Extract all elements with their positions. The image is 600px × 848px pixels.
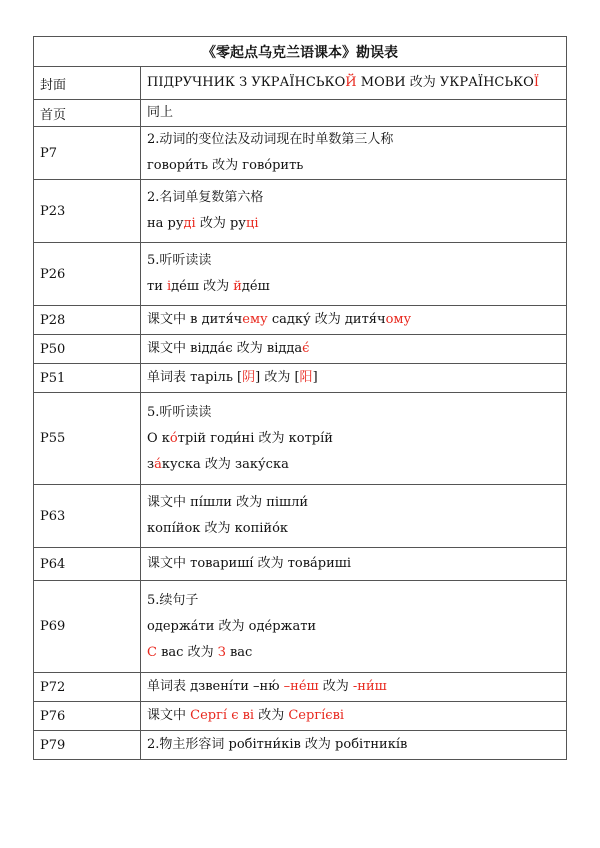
text-segment: ти <box>147 279 167 294</box>
row-content <box>141 548 567 581</box>
content-line <box>147 127 560 153</box>
content-line <box>147 274 560 300</box>
row-label: P26 <box>34 243 141 306</box>
text-segment: де́ш <box>241 279 270 294</box>
content-line <box>147 426 560 452</box>
row-label: 封面 <box>34 67 141 100</box>
content-line <box>147 551 560 577</box>
content-line <box>147 732 560 758</box>
text-segment: 课文中 в дитя́ч <box>147 312 243 327</box>
row-label: P28 <box>34 306 141 335</box>
correction-highlight: С <box>147 644 157 660</box>
content-line <box>147 614 560 640</box>
text-segment: О к <box>147 430 170 446</box>
text-segment: 同上 <box>147 105 174 120</box>
text-segment: 5.续句子 <box>147 592 199 608</box>
row-content <box>141 364 567 393</box>
table-row <box>34 548 567 581</box>
content-line <box>147 703 560 729</box>
text-segment: 课文中 пі́шли 改为 пішли́ <box>147 495 309 510</box>
table-row <box>34 180 567 243</box>
table-row <box>34 731 567 760</box>
table-row <box>34 67 567 100</box>
text-segment: куска 改为 заку́ска <box>161 456 289 472</box>
row-label: P76 <box>34 702 141 731</box>
correction-highlight: є́ <box>302 341 310 356</box>
content-line <box>147 490 560 516</box>
table-row <box>34 673 567 702</box>
text-segment: ПІДРУЧНИК З УКРАЇНСЬКО <box>147 75 346 90</box>
content-line <box>147 640 560 666</box>
content-line <box>147 100 560 126</box>
correction-highlight: –не́ш <box>283 679 319 694</box>
correction-highlight: ему <box>242 312 268 327</box>
correction-highlight: Ї <box>533 75 539 90</box>
table-row <box>34 100 567 127</box>
content-line <box>147 211 560 237</box>
content-line <box>147 400 560 426</box>
correction-highlight: 阴 <box>242 370 256 385</box>
correction-highlight: й <box>233 279 242 294</box>
row-label: 首页 <box>34 100 141 127</box>
row-label: P69 <box>34 581 141 673</box>
content-line <box>147 185 560 211</box>
correction-highlight: о́ <box>169 430 178 446</box>
table-row <box>34 243 567 306</box>
content-line <box>147 248 560 274</box>
table-row <box>34 306 567 335</box>
text-segment: 2.动词的变位法及动词现在时单数第三人称 <box>147 132 394 147</box>
content-line <box>147 452 560 478</box>
content-line <box>147 336 560 362</box>
text-segment: ] <box>312 370 318 385</box>
row-content <box>141 243 567 306</box>
correction-highlight: -ни́ш <box>352 679 387 694</box>
row-content <box>141 100 567 127</box>
text-segment: 课文中 товариші́ 改为 това́риші <box>147 556 352 571</box>
correction-highlight: Сергі́єві <box>288 708 345 723</box>
correction-highlight: ді <box>183 216 196 231</box>
text-segment: де́ш 改为 <box>171 279 234 294</box>
correction-highlight: Сергі́ є ві <box>190 708 255 723</box>
text-segment: 5.听听读读 <box>147 253 212 268</box>
row-content <box>141 67 567 100</box>
text-segment: садку́ 改为 дитя́ч <box>267 312 386 327</box>
table-row <box>34 393 567 485</box>
correction-highlight: а́ <box>154 456 162 472</box>
correction-highlight: ому <box>385 312 412 327</box>
table-row <box>34 581 567 673</box>
text-segment: 改为 <box>254 708 289 723</box>
text-segment: 单词表 таріль [ <box>147 370 243 385</box>
text-segment: одержа́ти 改为 оде́ржати <box>147 618 317 634</box>
row-content <box>141 306 567 335</box>
row-content <box>141 673 567 702</box>
errata-table-body <box>34 37 567 760</box>
text-segment: вас 改为 <box>156 644 218 660</box>
text-segment: 2.物主形容词 робітни́ків 改为 робітникі́в <box>147 737 408 752</box>
text-segment: 改为 <box>318 679 353 694</box>
text-segment: 课文中 <box>147 708 191 723</box>
text-segment: 改为 ру <box>195 216 246 231</box>
text-segment: 课文中 відда́є 改为 відда <box>147 341 303 356</box>
row-content <box>141 581 567 673</box>
table-row <box>34 702 567 731</box>
row-label: P23 <box>34 180 141 243</box>
content-line <box>147 307 560 333</box>
table-row <box>34 364 567 393</box>
row-content <box>141 127 567 180</box>
content-line <box>147 153 560 179</box>
row-content <box>141 393 567 485</box>
row-label: P64 <box>34 548 141 581</box>
row-label: P50 <box>34 335 141 364</box>
content-line <box>147 70 560 96</box>
row-content <box>141 180 567 243</box>
correction-highlight: 阳 <box>299 370 313 385</box>
content-line <box>147 674 560 700</box>
text-segment: трій годи́ні 改为 котрі́й <box>177 430 333 446</box>
row-content <box>141 702 567 731</box>
text-segment: 5.听听读读 <box>147 404 212 420</box>
table-title: 《零起点乌克兰语课本》勘误表 <box>34 37 567 67</box>
correction-highlight: і <box>167 279 172 294</box>
row-label: P7 <box>34 127 141 180</box>
text-segment: ] 改为 [ <box>255 370 300 385</box>
table-row <box>34 485 567 548</box>
content-line <box>147 588 560 614</box>
content-line <box>147 365 560 391</box>
text-segment: 单词表 дзвені́ти –ню́ <box>147 679 284 694</box>
row-label: P79 <box>34 731 141 760</box>
row-label: P63 <box>34 485 141 548</box>
row-label: P72 <box>34 673 141 702</box>
content-line <box>147 516 560 542</box>
row-content <box>141 731 567 760</box>
table-row <box>34 335 567 364</box>
correction-highlight: З <box>217 644 226 660</box>
correction-highlight: ці <box>245 216 259 231</box>
text-segment: 2.名词单复数第六格 <box>147 190 264 205</box>
text-segment: з <box>147 456 155 472</box>
title-row <box>34 37 567 67</box>
errata-table <box>33 36 567 760</box>
text-segment: МОВИ 改为 УКРАЇНСЬКО <box>356 75 534 90</box>
row-label: P55 <box>34 393 141 485</box>
row-content <box>141 485 567 548</box>
text-segment: копі́йок 改为 копійо́к <box>147 521 289 536</box>
text-segment: вас <box>225 644 253 660</box>
row-label: P51 <box>34 364 141 393</box>
row-content <box>141 335 567 364</box>
table-row <box>34 127 567 180</box>
correction-highlight: Й <box>345 75 357 90</box>
text-segment: на ру <box>147 216 184 231</box>
text-segment: говори́ть 改为 гово́рить <box>147 158 304 173</box>
